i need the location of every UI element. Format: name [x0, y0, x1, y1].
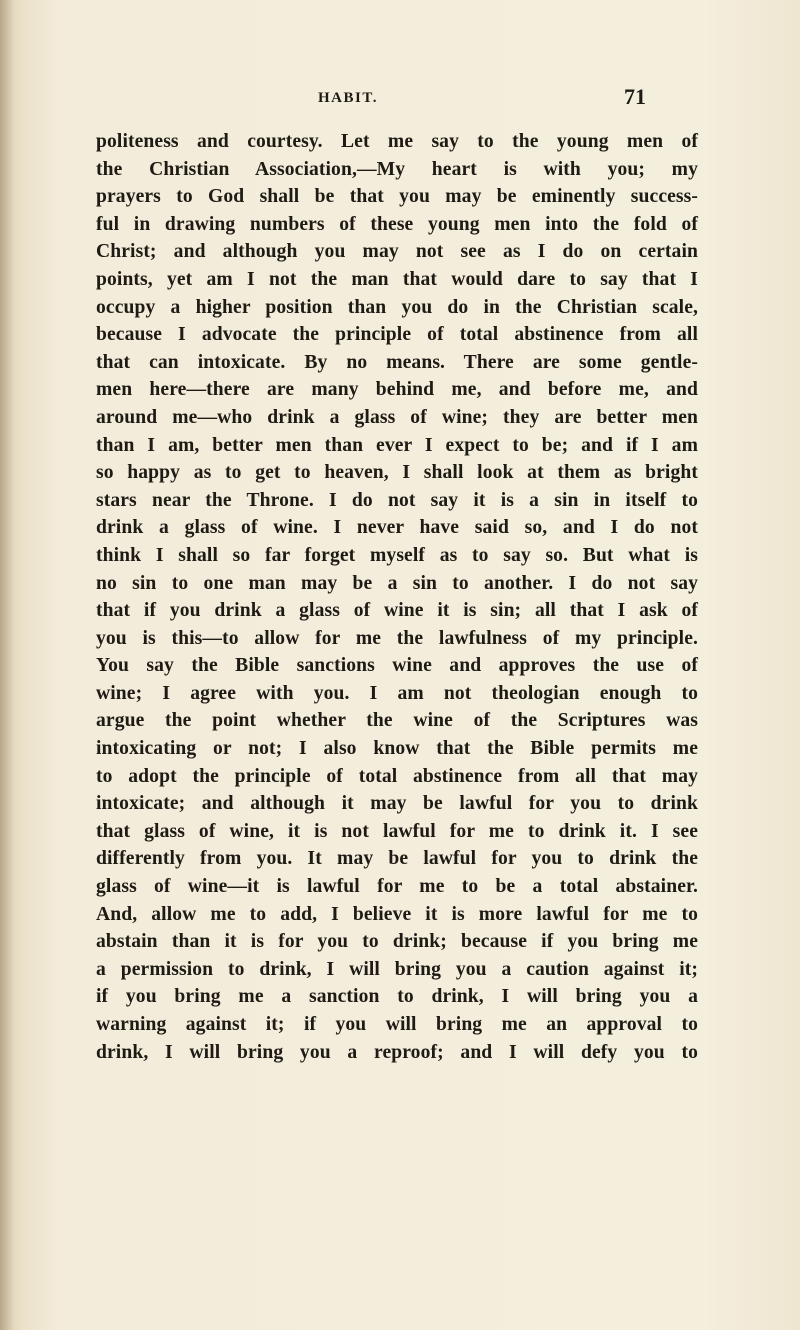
- text-line: intoxicate; and although it may be lawful for you to drink: [96, 793, 698, 815]
- text-line: drink a glass of wine. I never have said so, and I do not: [96, 517, 698, 539]
- text-line: if you bring me a sanction to drink, I will bring you a: [96, 986, 698, 1008]
- text-line: men here—there are many behind me, and before me, and: [96, 379, 698, 401]
- text-line: ful in drawing numbers of these young men into the fold of: [96, 213, 698, 235]
- text-line: no sin to one man may be a sin to another. I do not say: [96, 572, 698, 594]
- text-line: glass of wine—it is lawful for me to be a total abstainer.: [96, 876, 698, 898]
- text-line: so happy as to get to heaven, I shall look at them as bright: [96, 462, 698, 484]
- text-line: think I shall so far forget myself as to say so. But what is: [96, 544, 698, 566]
- page-gutter-shadow: [0, 0, 14, 1330]
- text-line: you is this—to allow for me the lawfulness of my principle.: [96, 627, 698, 649]
- text-line: points, yet am I not the man that would dare to say that I: [96, 268, 698, 290]
- text-line: because I advocate the principle of total abstinence from all: [96, 324, 698, 346]
- text-line: a permission to drink, I will bring you a caution against it;: [96, 958, 698, 980]
- running-title: HABIT.: [318, 90, 378, 106]
- text-line: abstain than it is for you to drink; because if you bring me: [96, 931, 698, 953]
- text-line: argue the point whether the wine of the Scriptures was: [96, 710, 698, 732]
- text-line: to adopt the principle of total abstinence from all that may: [96, 765, 698, 787]
- text-line: occupy a higher position than you do in the Christian scale,: [96, 296, 698, 318]
- body-paragraph: [96, 128, 698, 1066]
- text-line: that glass of wine, it is not lawful for me to drink it. I see: [96, 820, 698, 842]
- page-number: 71: [624, 84, 646, 109]
- text-line: And, allow me to add, I believe it is more lawful for me to: [96, 903, 698, 925]
- text-line: wine; I agree with you. I am not theologian enough to: [96, 682, 698, 704]
- text-line: that if you drink a glass of wine it is sin; all that I ask of: [96, 600, 698, 622]
- text-line: drink, I will bring you a reproof; and I will defy you to: [96, 1041, 698, 1063]
- text-line: Christ; and although you may not see as I do on certain: [96, 241, 698, 263]
- text-line: intoxicating or not; I also know that the Bible permits me: [96, 738, 698, 760]
- text-line: that can intoxicate. By no means. There are some gentle-: [96, 351, 698, 373]
- text-line: stars near the Throne. I do not say it is a sin in itself to: [96, 489, 698, 511]
- text-line: warning against it; if you will bring me an approval to: [96, 1014, 698, 1035]
- text-line: differently from you. It may be lawful for you to drink the: [96, 848, 698, 870]
- text-line: politeness and courtesy. Let me say to the young men of: [96, 131, 698, 152]
- text-line: You say the Bible sanctions wine and approves the use of: [96, 655, 698, 677]
- page-header: [0, 84, 800, 120]
- text-line: prayers to God shall be that you may be eminently success-: [96, 186, 698, 208]
- text-line: the Christian Association,—My heart is with you; my: [96, 158, 698, 180]
- text-line: than I am, better men than ever I expect to be; and if I am: [96, 434, 698, 456]
- text-line: around me—who drink a glass of wine; they are better men: [96, 406, 698, 428]
